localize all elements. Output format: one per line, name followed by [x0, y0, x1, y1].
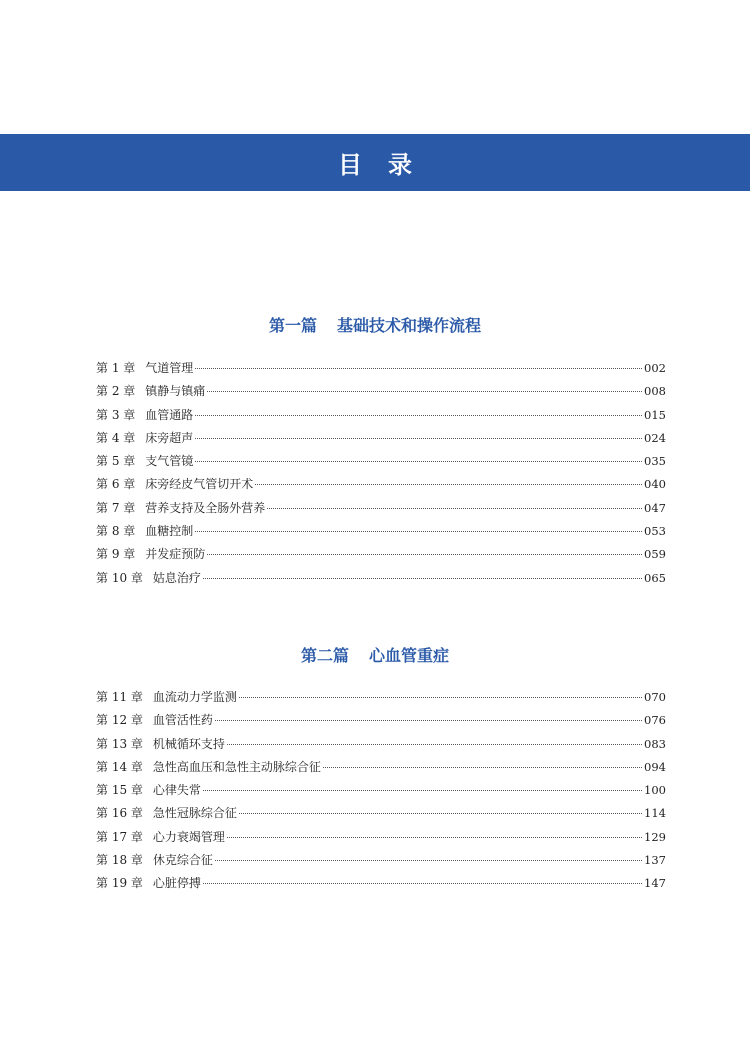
page-number: 076 — [644, 713, 666, 728]
chapter-number: 第 14 章 — [96, 759, 143, 774]
toc-entry[interactable] — [96, 380, 666, 403]
chapter-number: 第 16 章 — [96, 806, 143, 821]
chapter-title: 心力衰竭管理 — [152, 829, 225, 844]
page-number: 094 — [644, 759, 666, 774]
page-number: 015 — [644, 407, 666, 422]
chapter-title: 气道管理 — [145, 361, 194, 375]
toc-entry[interactable] — [96, 872, 666, 895]
dot-leader — [227, 744, 642, 745]
toc-entry[interactable] — [96, 849, 666, 872]
chapter-title: 急性高血压和急性主动脉综合征 — [152, 759, 321, 774]
page-number: 040 — [644, 477, 666, 492]
toc-entry[interactable] — [96, 756, 666, 779]
toc-banner — [0, 134, 750, 191]
dot-leader — [195, 461, 642, 462]
dot-leader — [207, 391, 642, 392]
chapter-number: 第 7 章 — [96, 500, 136, 515]
page-number: 147 — [644, 876, 666, 891]
toc-title: 目录 — [338, 151, 438, 179]
chapter-number: 第 15 章 — [96, 783, 143, 798]
chapter-title: 血糖控制 — [145, 524, 194, 539]
toc-entry[interactable] — [96, 473, 666, 496]
toc-list — [96, 357, 666, 590]
chapter-title: 休克综合征 — [152, 853, 213, 868]
toc-entry[interactable] — [96, 733, 666, 756]
dot-leader — [227, 837, 642, 838]
chapter-title: 血流动力学监测 — [152, 690, 237, 704]
chapter-title: 急性冠脉综合征 — [152, 806, 237, 821]
chapter-title: 并发症预防 — [145, 547, 206, 562]
chapter-number: 第 6 章 — [96, 477, 136, 492]
part-title: 心血管重症 — [369, 646, 450, 665]
chapter-title: 床旁经皮气管切开术 — [145, 477, 254, 492]
part-heading — [0, 313, 750, 336]
page-number: 035 — [644, 454, 666, 469]
dot-leader — [203, 578, 642, 579]
chapter-number: 第 9 章 — [96, 547, 136, 562]
chapter-title: 心脏停搏 — [152, 876, 201, 891]
chapter-title: 床旁超声 — [145, 430, 194, 445]
chapter-number: 第 1 章 — [96, 361, 136, 375]
page-number: 059 — [644, 547, 666, 562]
page-number: 100 — [644, 783, 666, 798]
toc-entry[interactable] — [96, 802, 666, 825]
page-number: 053 — [644, 524, 666, 539]
chapter-title: 心律失常 — [152, 783, 201, 798]
toc-entry[interactable] — [96, 520, 666, 543]
page-number: 083 — [644, 736, 666, 751]
chapter-title: 镇静与镇痛 — [145, 384, 206, 399]
dot-leader — [239, 697, 642, 698]
dot-leader — [255, 484, 642, 485]
chapter-number: 第 2 章 — [96, 384, 136, 399]
toc-entry[interactable] — [96, 404, 666, 427]
chapter-number: 第 4 章 — [96, 430, 136, 445]
page-number: 137 — [644, 853, 666, 868]
toc-entry[interactable] — [96, 686, 666, 709]
dot-leader — [195, 531, 642, 532]
chapter-title: 机械循环支持 — [152, 736, 225, 751]
page-number: 070 — [644, 690, 666, 704]
chapter-number: 第 12 章 — [96, 713, 143, 728]
dot-leader — [203, 883, 642, 884]
part-heading — [0, 643, 750, 666]
toc-entry[interactable] — [96, 567, 666, 590]
dot-leader — [203, 790, 642, 791]
dot-leader — [195, 415, 642, 416]
toc-entry[interactable] — [96, 357, 666, 380]
page-number: 114 — [644, 806, 666, 821]
toc-entry[interactable] — [96, 709, 666, 732]
chapter-title: 血管通路 — [145, 407, 194, 422]
dot-leader — [207, 554, 642, 555]
chapter-number: 第 17 章 — [96, 829, 143, 844]
toc-entry[interactable] — [96, 779, 666, 802]
part-title: 基础技术和操作流程 — [337, 316, 482, 335]
chapter-number: 第 8 章 — [96, 524, 136, 539]
dot-leader — [239, 813, 642, 814]
page-number: 129 — [644, 829, 666, 844]
toc-entry[interactable] — [96, 543, 666, 566]
chapter-title: 支气管镜 — [145, 454, 194, 469]
chapter-number: 第 13 章 — [96, 736, 143, 751]
page-number: 024 — [644, 430, 666, 445]
page-number: 008 — [644, 384, 666, 399]
chapter-number: 第 3 章 — [96, 407, 136, 422]
dot-leader — [215, 720, 642, 721]
chapter-number: 第 5 章 — [96, 454, 136, 469]
toc-entry[interactable] — [96, 450, 666, 473]
toc-entry[interactable] — [96, 826, 666, 849]
chapter-title: 姑息治疗 — [152, 570, 201, 585]
chapter-number: 第 18 章 — [96, 853, 143, 868]
part-label: 第二篇 — [300, 646, 349, 665]
toc-list — [96, 686, 666, 896]
page-number: 065 — [644, 570, 666, 585]
chapter-number: 第 11 章 — [96, 690, 143, 704]
toc-entry[interactable] — [96, 497, 666, 520]
dot-leader — [323, 767, 642, 768]
part-label: 第一篇 — [268, 316, 317, 335]
toc-entry[interactable] — [96, 427, 666, 450]
dot-leader — [215, 860, 642, 861]
dot-leader — [267, 508, 642, 509]
chapter-number: 第 10 章 — [96, 570, 143, 585]
dot-leader — [195, 368, 642, 369]
page-number: 002 — [644, 361, 666, 375]
chapter-title: 血管活性药 — [152, 713, 213, 728]
dot-leader — [195, 438, 642, 439]
chapter-number: 第 19 章 — [96, 876, 143, 891]
page-number: 047 — [644, 500, 666, 515]
chapter-title: 营养支持及全肠外营养 — [145, 500, 266, 515]
